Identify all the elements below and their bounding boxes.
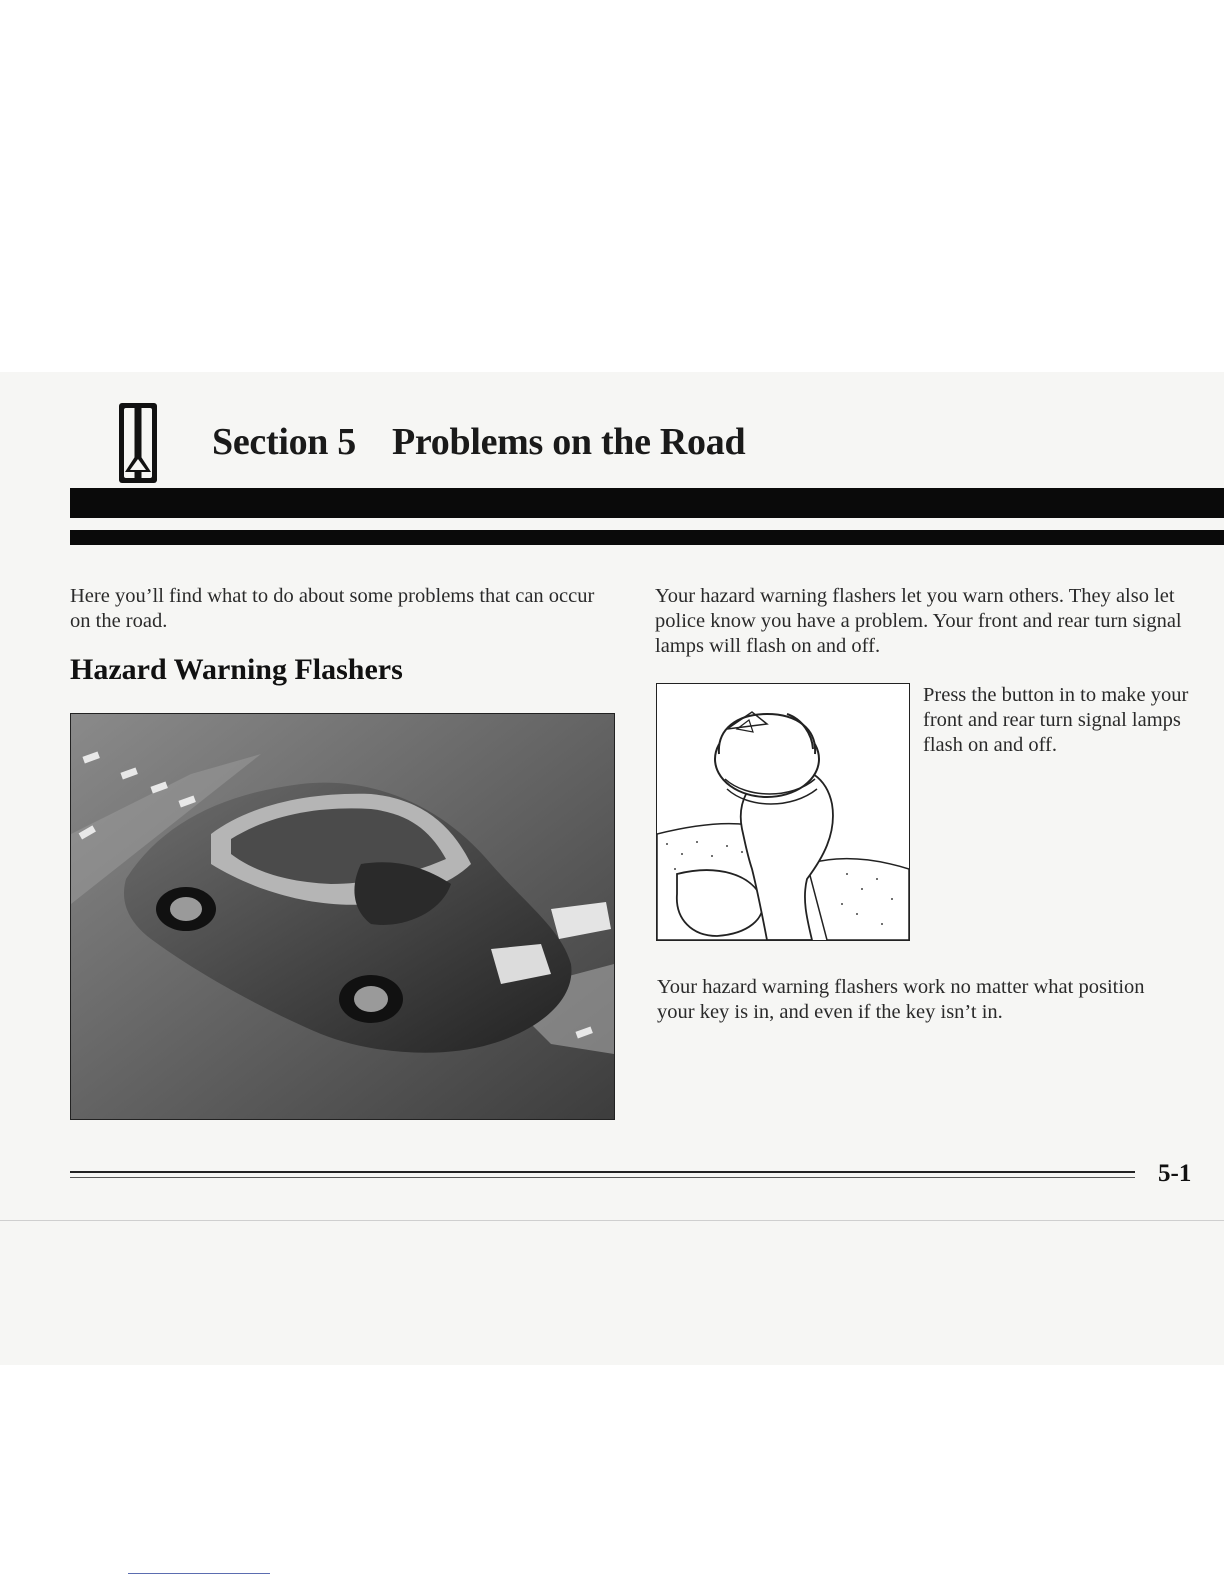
hazard-warning-heading: Hazard Warning Flashers xyxy=(70,653,403,686)
header-rule xyxy=(70,530,1224,545)
section-name: Problems on the Road xyxy=(392,421,746,463)
stray-line xyxy=(128,1573,270,1574)
footer-rule xyxy=(70,1171,1135,1173)
intro-paragraph: Here you’ll find what to do about some problems that can occur on the road. xyxy=(70,585,595,632)
section-label: Section 5 xyxy=(212,421,357,463)
page-number: 5-1 xyxy=(1158,1160,1192,1187)
section-title xyxy=(212,420,745,464)
header-rule-thick xyxy=(70,488,1224,518)
key-position-paragraph: Your hazard warning flashers work no matter what position your key is in, and even if the key isn’t in. xyxy=(657,976,1145,1023)
page-edge-line xyxy=(0,1220,1224,1221)
hazard-intro-paragraph: Your hazard warning flashers let you warn others. They also let police know you have a problem. Your front and rear turn signal lamps will flash on and off. xyxy=(655,585,1182,657)
footer-rule-thin xyxy=(70,1177,1135,1178)
car-with-flashing-lamps-illustration xyxy=(70,713,615,1120)
rocket-emblem-icon xyxy=(118,402,158,484)
hazard-button-press-illustration xyxy=(656,683,910,941)
press-button-instruction: Press the button in to make your front and rear turn signal lamps flash on and off. xyxy=(923,684,1189,756)
